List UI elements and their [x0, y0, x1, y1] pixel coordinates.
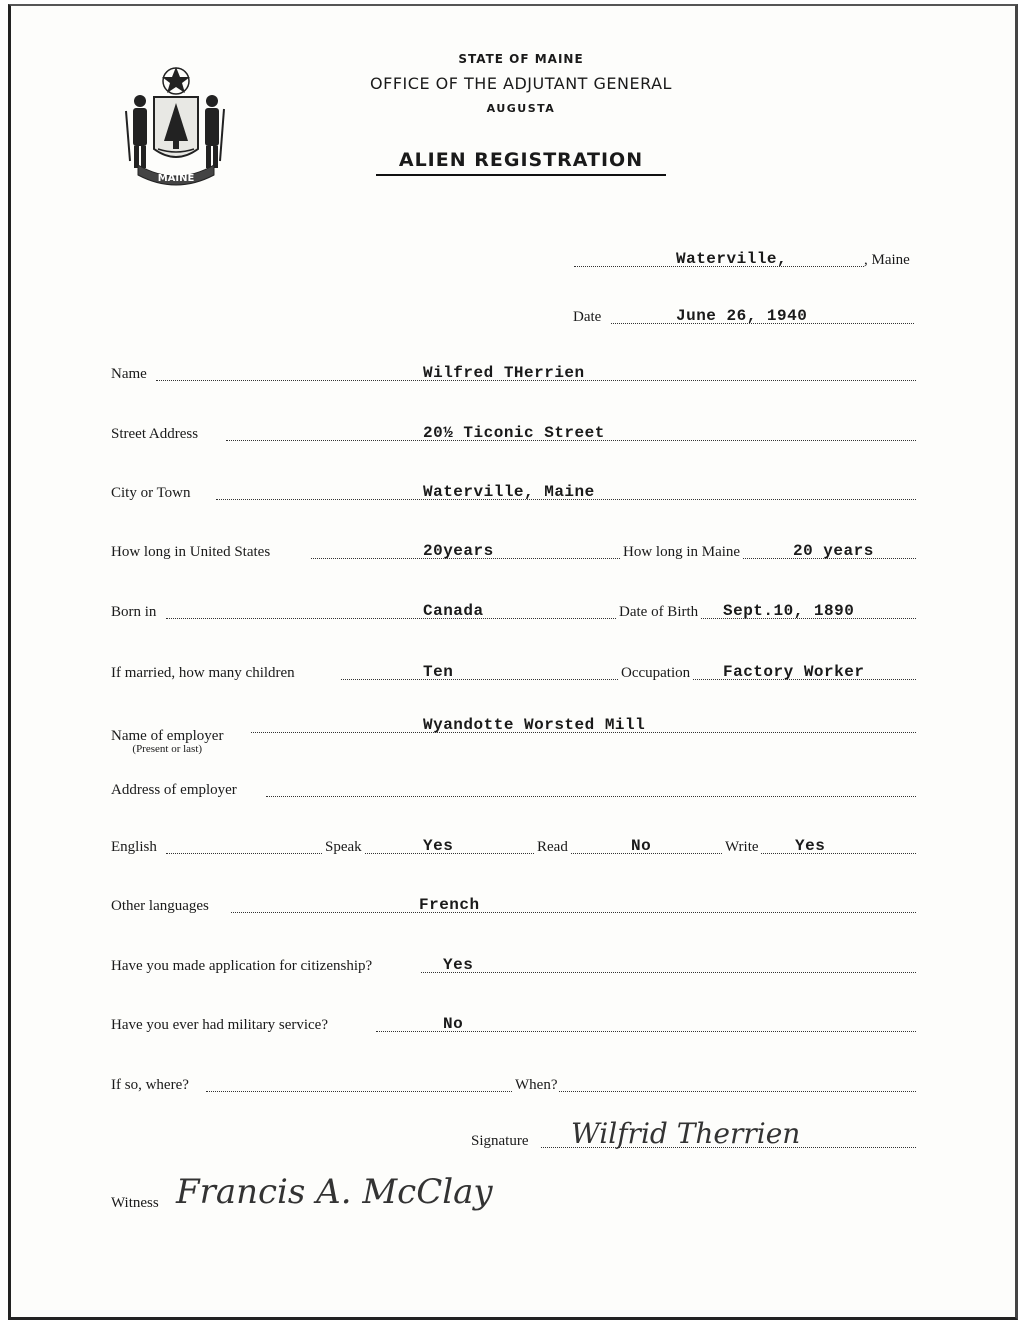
employer-row: [111, 715, 916, 755]
name-value: Wilfred THerrien: [423, 364, 585, 382]
page-title: ALIEN REGISTRATION: [376, 149, 666, 176]
street-value: 20½ Ticonic Street: [423, 424, 605, 442]
citizenship-row: [111, 953, 916, 975]
residence-row: [111, 539, 916, 561]
date-label: Date: [573, 309, 602, 325]
city-label: City or Town: [111, 485, 191, 501]
header-city: AUGUSTA: [486, 102, 556, 115]
witness-label: Witness: [111, 1195, 159, 1211]
employer-address-label: Address of employer: [111, 782, 237, 798]
us-years-label: How long in United States: [111, 544, 271, 560]
us-years-value: 20years: [423, 542, 494, 560]
location-suffix: , Maine: [864, 252, 910, 268]
employer-label: Name of employer (Present or last): [111, 728, 224, 755]
dob-label: Date of Birth: [619, 604, 699, 620]
dob-value: Sept.10, 1890: [723, 602, 855, 620]
birth-row: [111, 599, 916, 621]
speak-label: Speak: [325, 839, 362, 855]
maine-years-value: 20 years: [793, 542, 874, 560]
street-label: Street Address: [111, 426, 199, 442]
write-label: Write: [725, 839, 759, 855]
speak-value: Yes: [423, 837, 454, 855]
header-office: OFFICE OF THE ADJUTANT GENERAL: [370, 74, 672, 93]
date-value: June 26, 1940: [676, 307, 808, 325]
born-label: Born in: [111, 604, 157, 620]
citizenship-value: Yes: [443, 956, 474, 974]
military-value: No: [443, 1015, 464, 1033]
street-row: [111, 421, 916, 443]
employer-value: Wyandotte Worsted Mill: [423, 716, 646, 734]
signature-value: Wilfrid Therrien: [571, 1117, 801, 1150]
seal-text: MAINE: [157, 173, 195, 184]
witness-row: [111, 1172, 916, 1212]
children-label: If married, how many children: [111, 665, 295, 681]
children-value: Ten: [423, 663, 454, 681]
languages-row: [111, 893, 916, 915]
military-row: [111, 1012, 916, 1034]
english-label: English: [111, 839, 157, 855]
employer-address-row: [111, 777, 916, 799]
read-value: No: [631, 837, 652, 855]
signature-row: [111, 1117, 916, 1150]
occupation-label: Occupation: [621, 665, 691, 681]
english-row: [111, 834, 916, 856]
location-value: Waterville,: [676, 250, 788, 268]
city-value: Waterville, Maine: [423, 483, 595, 501]
citizenship-label: Have you made application for citizenship?: [111, 958, 373, 974]
date-row: [111, 304, 916, 326]
family-row: [111, 660, 916, 682]
name-label: Name: [111, 366, 147, 382]
city-row: [111, 480, 916, 502]
when-label: When?: [515, 1077, 558, 1093]
where-row: [111, 1072, 916, 1094]
occupation-value: Factory Worker: [723, 663, 865, 681]
write-value: Yes: [795, 837, 826, 855]
born-value: Canada: [423, 602, 484, 620]
read-label: Read: [537, 839, 568, 855]
name-row: [111, 361, 916, 383]
maine-years-label: How long in Maine: [623, 544, 741, 560]
location-row: [111, 247, 916, 269]
languages-value: French: [419, 896, 480, 914]
header-state: STATE OF MAINE: [458, 52, 584, 66]
languages-label: Other languages: [111, 898, 209, 914]
witness-value: Francis A. McClay: [176, 1172, 493, 1212]
where-label: If so, where?: [111, 1077, 189, 1093]
signature-label: Signature: [471, 1133, 529, 1149]
registration-form: [8, 4, 1018, 1320]
employer-sublabel: (Present or last): [132, 743, 203, 755]
military-label: Have you ever had military service?: [111, 1017, 328, 1033]
state-seal-icon: [116, 61, 236, 191]
